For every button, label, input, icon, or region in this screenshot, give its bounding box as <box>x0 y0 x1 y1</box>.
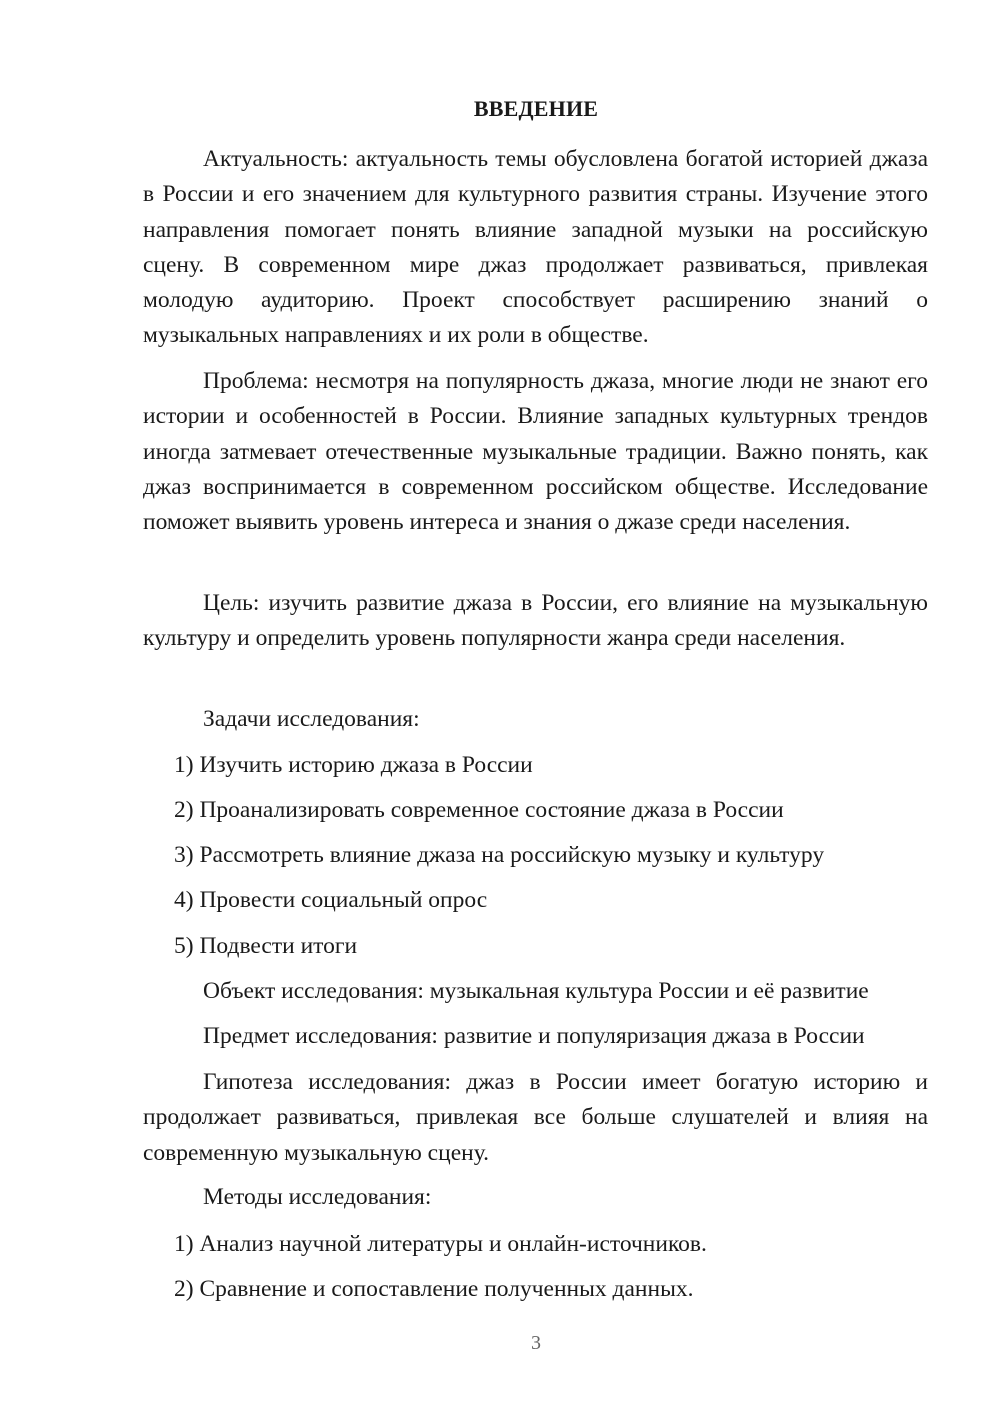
page-title: ВВЕДЕНИЕ <box>473 96 599 121</box>
methods-heading: Методы исследования: <box>203 1184 432 1210</box>
task-item: 1) Изучить историю джаза в России <box>174 752 533 778</box>
hypothesis-paragraph: Гипотеза исследования: джаз в России имеет богатую историю и продолжает развиваться, привлекая все больше слушателей и влияя на современную музыкальную сцену. <box>143 1069 928 1166</box>
task-item: 3) Рассмотреть влияние джаза на российскую музыку и культуру <box>174 842 825 868</box>
relevance-paragraph: Актуальность: актуальность темы обусловлена богатой историей джаза в России и его значением для культурного развития страны. Изучение этого направления помогает понять влияние западной музыки на российскую сцену. В современном мире джаз продолжает развиваться, привлекая молодую аудиторию. Проект способствует расширению знаний о музыкальных направлениях и их роли в обществе. <box>143 146 928 349</box>
research-subject: Предмет исследования: развитие и популяризация джаза в России <box>203 1023 865 1049</box>
task-item: 4) Провести социальный опрос <box>174 887 488 913</box>
method-item: 1) Анализ научной литературы и онлайн-источников. <box>174 1231 707 1257</box>
research-object: Объект исследования: музыкальная культура России и её развитие <box>203 978 869 1004</box>
task-item: 5) Подвести итоги <box>174 933 358 959</box>
task-item: 2) Проанализировать современное состояние джаза в России <box>174 797 784 823</box>
tasks-heading: Задачи исследования: <box>203 706 420 732</box>
problem-paragraph: Проблема: несмотря на популярность джаза, многие люди не знают его истории и особенностей в России. Влияние западных культурных трендов иногда затмевает отечественные музыкальные традиции. Важно понять, как джаз воспринимается в современном российском обществе. Исследование поможет выявить уровень интереса и знания о джазе среди населения. <box>143 368 928 536</box>
page-number: 3 <box>531 1332 541 1354</box>
goal-paragraph: Цель: изучить развитие джаза в России, его влияние на музыкальную культуру и определить уровень популярности жанра среди населения. <box>143 590 928 652</box>
method-item: 2) Сравнение и сопоставление полученных данных. <box>174 1276 694 1302</box>
